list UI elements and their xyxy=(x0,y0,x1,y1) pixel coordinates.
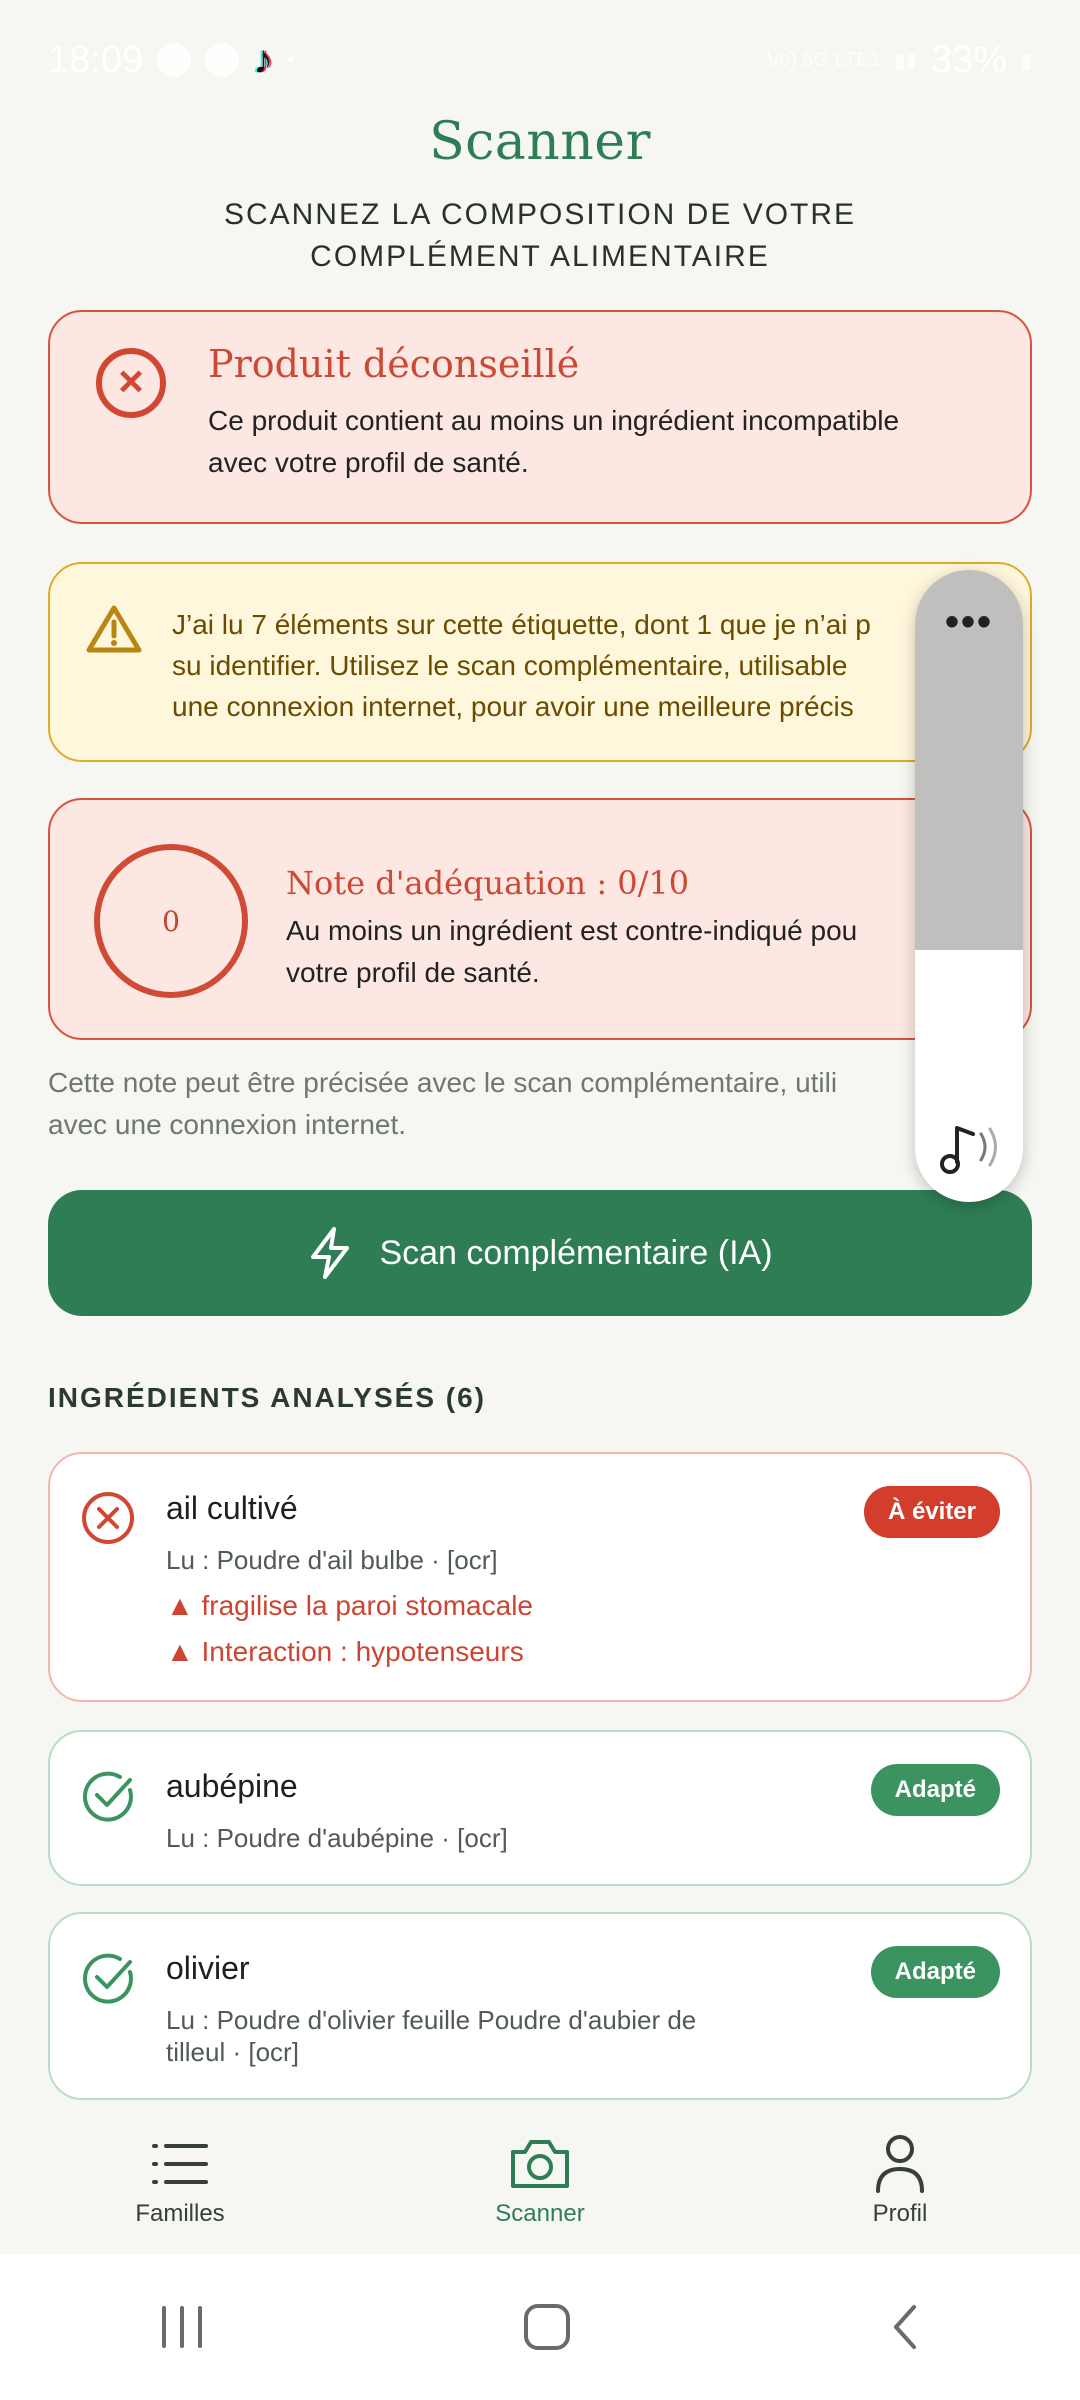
warning-triangle-icon xyxy=(86,604,142,654)
ai-scan-label: Scan complémentaire (IA) xyxy=(379,1233,773,1272)
ingredient-read-text: Lu : Poudre d'ail bulbe · [ocr] xyxy=(166,1545,498,1575)
page-header xyxy=(0,112,1080,278)
warning-line: J’ai lu 7 éléments sur cette étiquette, dont 1 que je n’ai p xyxy=(172,609,871,640)
nav-label: Scanner xyxy=(495,2200,585,2227)
subtitle-line: SCANNEZ LA COMPOSITION DE VOTRE xyxy=(223,198,857,231)
ocr-warning-card xyxy=(48,562,1032,762)
tiktok-icon: ♪ xyxy=(253,37,274,82)
nav-scanner[interactable] xyxy=(430,2128,650,2228)
ingredient-card[interactable] xyxy=(48,1912,1032,2100)
score-note xyxy=(48,1062,1032,1146)
ingredient-name: aubépine xyxy=(166,1768,298,1804)
product-verdict-card xyxy=(48,310,1032,524)
nav-label: Familles xyxy=(135,2200,225,2227)
dot-indicator-icon: • xyxy=(287,48,295,71)
list-icon xyxy=(70,2128,290,2200)
battery-icon: ▮ xyxy=(1020,49,1032,72)
status-left xyxy=(48,38,294,83)
user-icon xyxy=(790,2128,1010,2200)
network-label: Vo) 5G LTE1 xyxy=(766,48,881,71)
recents-icon[interactable] xyxy=(158,2304,206,2350)
verdict-text xyxy=(208,400,988,484)
ingredients-section-title: INGRÉDIENTS ANALYSÉS (6) xyxy=(48,1382,486,1413)
ingredient-name: olivier xyxy=(166,1950,250,1986)
ingredient-read-text: Lu : Poudre d'aubépine · [ocr] xyxy=(166,1823,508,1853)
read-line: Lu : Poudre d'olivier feuille Poudre d'aubier de xyxy=(166,2005,697,2035)
page-title: Scanner xyxy=(429,112,651,172)
ingredient-card[interactable] xyxy=(48,1730,1032,1886)
music-note-icon[interactable] xyxy=(935,1118,1005,1176)
nav-families[interactable] xyxy=(70,2128,290,2228)
score-value: 0 xyxy=(162,904,180,938)
notification-dot-icon xyxy=(157,43,191,77)
page-subtitle xyxy=(0,194,1080,278)
status-badge: Adapté xyxy=(871,1946,1000,1998)
verdict-line: Ce produit contient au moins un ingrédient incompatible xyxy=(208,405,900,436)
bottom-nav xyxy=(0,2102,1080,2254)
signal-icon: ▮▮ xyxy=(894,49,917,72)
verdict-title: Produit déconseillé xyxy=(208,342,580,386)
score-title: Note d'adéquation : 0/10 xyxy=(286,864,690,902)
warning-line: su identifier. Utilisez le scan complémentaire, utilisable xyxy=(172,650,848,681)
status-badge: À éviter xyxy=(864,1486,1000,1538)
note-line: avec une connexion internet. xyxy=(48,1109,407,1140)
ingredient-alert xyxy=(166,1636,524,1668)
nav-label: Profil xyxy=(872,2200,928,2227)
x-circle-icon: × xyxy=(96,348,166,418)
alert-icon: ▲ xyxy=(166,1590,194,1621)
ingredient-read-text xyxy=(166,2004,806,2068)
warning-line: une connexion internet, pour avoir une meilleure précis xyxy=(172,691,854,722)
warning-text xyxy=(172,604,1002,732)
back-icon[interactable] xyxy=(888,2303,922,2351)
alert-text: Interaction : hypotenseurs xyxy=(201,1636,524,1667)
read-line: tilleul · [ocr] xyxy=(166,2037,299,2067)
status-bar xyxy=(0,0,1080,120)
check-circle-icon xyxy=(80,1768,136,1824)
alert-text: fragilise la paroi stomacale xyxy=(201,1590,533,1621)
suitability-score-card xyxy=(48,798,1032,1040)
ingredient-card[interactable] xyxy=(48,1452,1032,1702)
home-icon[interactable] xyxy=(522,2302,572,2352)
score-line: votre profil de santé. xyxy=(286,957,540,988)
system-navigation-bar xyxy=(0,2254,1080,2400)
x-circle-icon xyxy=(80,1490,136,1546)
lightning-icon xyxy=(307,1226,353,1280)
battery-level: 33% xyxy=(930,38,1007,81)
score-ring xyxy=(94,844,248,998)
status-time: 18:09 xyxy=(48,38,144,81)
ingredient-alert xyxy=(166,1590,533,1622)
check-circle-icon xyxy=(80,1950,136,2006)
status-right xyxy=(767,39,1032,82)
verdict-line: avec votre profil de santé. xyxy=(208,447,529,478)
note-line: Cette note peut être précisée avec le scan complémentaire, utili xyxy=(48,1067,838,1098)
score-line: Au moins un ingrédient est contre-indiqué pou xyxy=(286,915,858,946)
floating-audio-panel[interactable] xyxy=(915,570,1023,1202)
alert-icon: ▲ xyxy=(166,1636,194,1667)
more-menu-icon[interactable]: ••• xyxy=(944,600,993,644)
notification-dot-icon xyxy=(205,43,239,77)
ai-scan-button[interactable] xyxy=(48,1190,1032,1316)
ingredient-name: ail cultivé xyxy=(166,1490,298,1526)
subtitle-line: COMPLÉMENT ALIMENTAIRE xyxy=(310,240,770,273)
status-badge: Adapté xyxy=(871,1764,1000,1816)
camera-icon xyxy=(430,2128,650,2200)
nav-profile[interactable] xyxy=(790,2128,1010,2228)
